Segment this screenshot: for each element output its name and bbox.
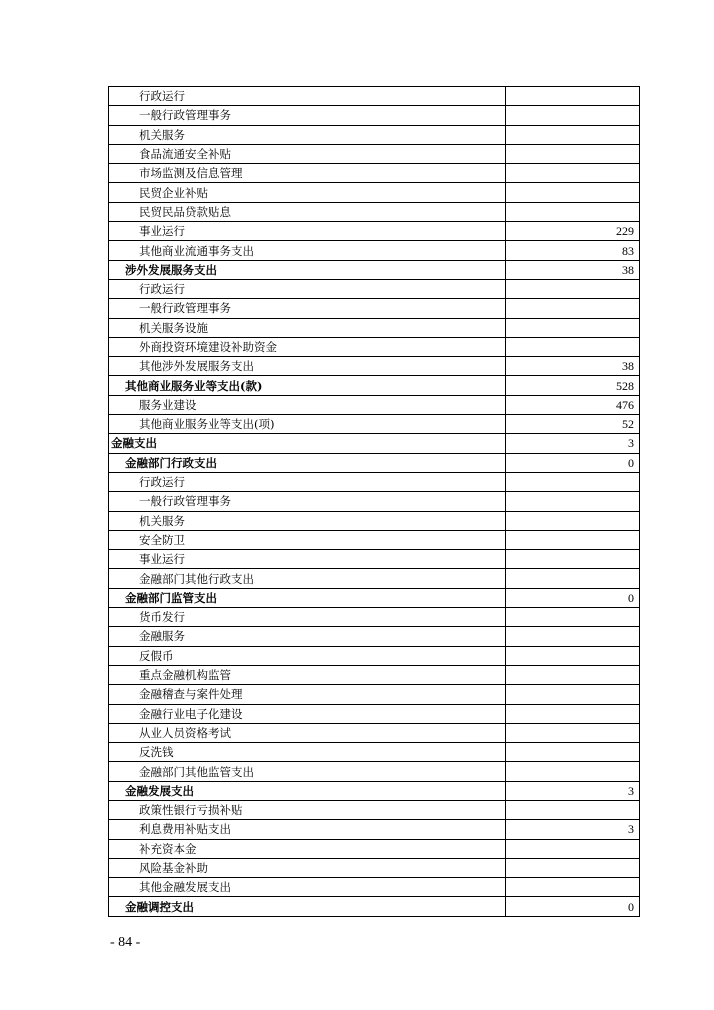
item-name-cell: 机关服务 xyxy=(109,511,506,530)
item-name-cell: 其他商业服务业等支出(项) xyxy=(109,415,506,434)
amount-cell: 52 xyxy=(506,415,640,434)
amount-cell xyxy=(506,685,640,704)
table-row xyxy=(109,685,640,704)
amount-cell xyxy=(506,202,640,221)
table-row xyxy=(109,395,640,414)
item-name-cell: 反假币 xyxy=(109,646,506,665)
amount-cell xyxy=(506,183,640,202)
table-row xyxy=(109,608,640,627)
amount-cell xyxy=(506,164,640,183)
item-name-cell: 事业运行 xyxy=(109,550,506,569)
item-name-cell: 其他商业流通事务支出 xyxy=(109,241,506,260)
table-row xyxy=(109,492,640,511)
table-row xyxy=(109,897,640,916)
item-name-cell: 其他涉外发展服务支出 xyxy=(109,357,506,376)
amount-cell xyxy=(506,704,640,723)
table-row xyxy=(109,144,640,163)
amount-cell: 3 xyxy=(506,781,640,800)
item-name-cell: 金融发展支出 xyxy=(109,781,506,800)
amount-cell: 476 xyxy=(506,395,640,414)
table-row xyxy=(109,434,640,453)
table-row xyxy=(109,318,640,337)
table-row xyxy=(109,202,640,221)
item-name-cell: 利息费用补贴支出 xyxy=(109,820,506,839)
amount-cell xyxy=(506,608,640,627)
item-name-cell: 事业运行 xyxy=(109,222,506,241)
amount-cell: 528 xyxy=(506,376,640,395)
item-name-cell: 行政运行 xyxy=(109,472,506,491)
table-body xyxy=(109,87,640,917)
item-name-cell: 安全防卫 xyxy=(109,530,506,549)
item-name-cell: 民贸民品贷款贴息 xyxy=(109,202,506,221)
item-name-cell: 一般行政管理事务 xyxy=(109,106,506,125)
table-row xyxy=(109,260,640,279)
table-row xyxy=(109,646,640,665)
item-name-cell: 其他商业服务业等支出(款) xyxy=(109,376,506,395)
table-row xyxy=(109,858,640,877)
amount-cell xyxy=(506,87,640,106)
page-number: - 84 - xyxy=(110,935,141,950)
item-name-cell: 机关服务设施 xyxy=(109,318,506,337)
item-name-cell: 服务业建设 xyxy=(109,395,506,414)
amount-cell xyxy=(506,337,640,356)
item-name-cell: 外商投资环境建设补助资金 xyxy=(109,337,506,356)
table-row xyxy=(109,878,640,897)
item-name-cell: 金融部门其他监管支出 xyxy=(109,762,506,781)
amount-cell: 3 xyxy=(506,434,640,453)
item-name-cell: 行政运行 xyxy=(109,87,506,106)
item-name-cell: 金融部门行政支出 xyxy=(109,453,506,472)
table-row xyxy=(109,472,640,491)
table-row xyxy=(109,762,640,781)
item-name-cell: 政策性银行亏损补贴 xyxy=(109,800,506,819)
item-name-cell: 金融支出 xyxy=(109,434,506,453)
amount-cell: 83 xyxy=(506,241,640,260)
table-row xyxy=(109,87,640,106)
table-row xyxy=(109,183,640,202)
table-row xyxy=(109,743,640,762)
table-row xyxy=(109,337,640,356)
item-name-cell: 民贸企业补贴 xyxy=(109,183,506,202)
amount-cell: 0 xyxy=(506,588,640,607)
item-name-cell: 一般行政管理事务 xyxy=(109,299,506,318)
table-row xyxy=(109,125,640,144)
item-name-cell: 重点金融机构监管 xyxy=(109,665,506,684)
table-row xyxy=(109,800,640,819)
table-row xyxy=(109,164,640,183)
table-row xyxy=(109,279,640,298)
item-name-cell: 机关服务 xyxy=(109,125,506,144)
amount-cell xyxy=(506,569,640,588)
table-row xyxy=(109,241,640,260)
amount-cell xyxy=(506,665,640,684)
amount-cell xyxy=(506,318,640,337)
amount-cell xyxy=(506,646,640,665)
item-name-cell: 从业人员资格考试 xyxy=(109,723,506,742)
table-row xyxy=(109,550,640,569)
amount-cell xyxy=(506,492,640,511)
table-row xyxy=(109,569,640,588)
table-row xyxy=(109,781,640,800)
amount-cell: 0 xyxy=(506,897,640,916)
amount-cell xyxy=(506,144,640,163)
amount-cell xyxy=(506,743,640,762)
item-name-cell: 金融行业电子化建设 xyxy=(109,704,506,723)
item-name-cell: 补充资本金 xyxy=(109,839,506,858)
amount-cell xyxy=(506,550,640,569)
amount-cell xyxy=(506,723,640,742)
amount-cell: 0 xyxy=(506,453,640,472)
table-row xyxy=(109,222,640,241)
amount-cell xyxy=(506,472,640,491)
table-row xyxy=(109,704,640,723)
amount-cell xyxy=(506,839,640,858)
amount-cell xyxy=(506,125,640,144)
amount-cell xyxy=(506,530,640,549)
item-name-cell: 金融部门其他行政支出 xyxy=(109,569,506,588)
amount-cell xyxy=(506,800,640,819)
table-row xyxy=(109,415,640,434)
table-row xyxy=(109,627,640,646)
amount-cell xyxy=(506,627,640,646)
item-name-cell: 风险基金补助 xyxy=(109,858,506,877)
amount-cell: 229 xyxy=(506,222,640,241)
item-name-cell: 行政运行 xyxy=(109,279,506,298)
table-row xyxy=(109,299,640,318)
item-name-cell: 反洗钱 xyxy=(109,743,506,762)
budget-table xyxy=(108,86,640,917)
table-row xyxy=(109,723,640,742)
item-name-cell: 市场监测及信息管理 xyxy=(109,164,506,183)
amount-cell xyxy=(506,299,640,318)
amount-cell xyxy=(506,511,640,530)
amount-cell: 38 xyxy=(506,260,640,279)
amount-cell: 38 xyxy=(506,357,640,376)
table-row xyxy=(109,511,640,530)
table-row xyxy=(109,588,640,607)
item-name-cell: 一般行政管理事务 xyxy=(109,492,506,511)
amount-cell xyxy=(506,762,640,781)
table-row xyxy=(109,820,640,839)
item-name-cell: 金融服务 xyxy=(109,627,506,646)
amount-cell xyxy=(506,279,640,298)
item-name-cell: 食品流通安全补贴 xyxy=(109,144,506,163)
amount-cell xyxy=(506,858,640,877)
item-name-cell: 涉外发展服务支出 xyxy=(109,260,506,279)
table-row xyxy=(109,357,640,376)
amount-cell: 3 xyxy=(506,820,640,839)
table-row xyxy=(109,453,640,472)
item-name-cell: 金融部门监管支出 xyxy=(109,588,506,607)
item-name-cell: 金融调控支出 xyxy=(109,897,506,916)
table-row xyxy=(109,839,640,858)
amount-cell xyxy=(506,106,640,125)
item-name-cell: 金融稽查与案件处理 xyxy=(109,685,506,704)
item-name-cell: 其他金融发展支出 xyxy=(109,878,506,897)
table-row xyxy=(109,376,640,395)
table-row xyxy=(109,530,640,549)
item-name-cell: 货币发行 xyxy=(109,608,506,627)
table-row xyxy=(109,665,640,684)
table-row xyxy=(109,106,640,125)
amount-cell xyxy=(506,878,640,897)
